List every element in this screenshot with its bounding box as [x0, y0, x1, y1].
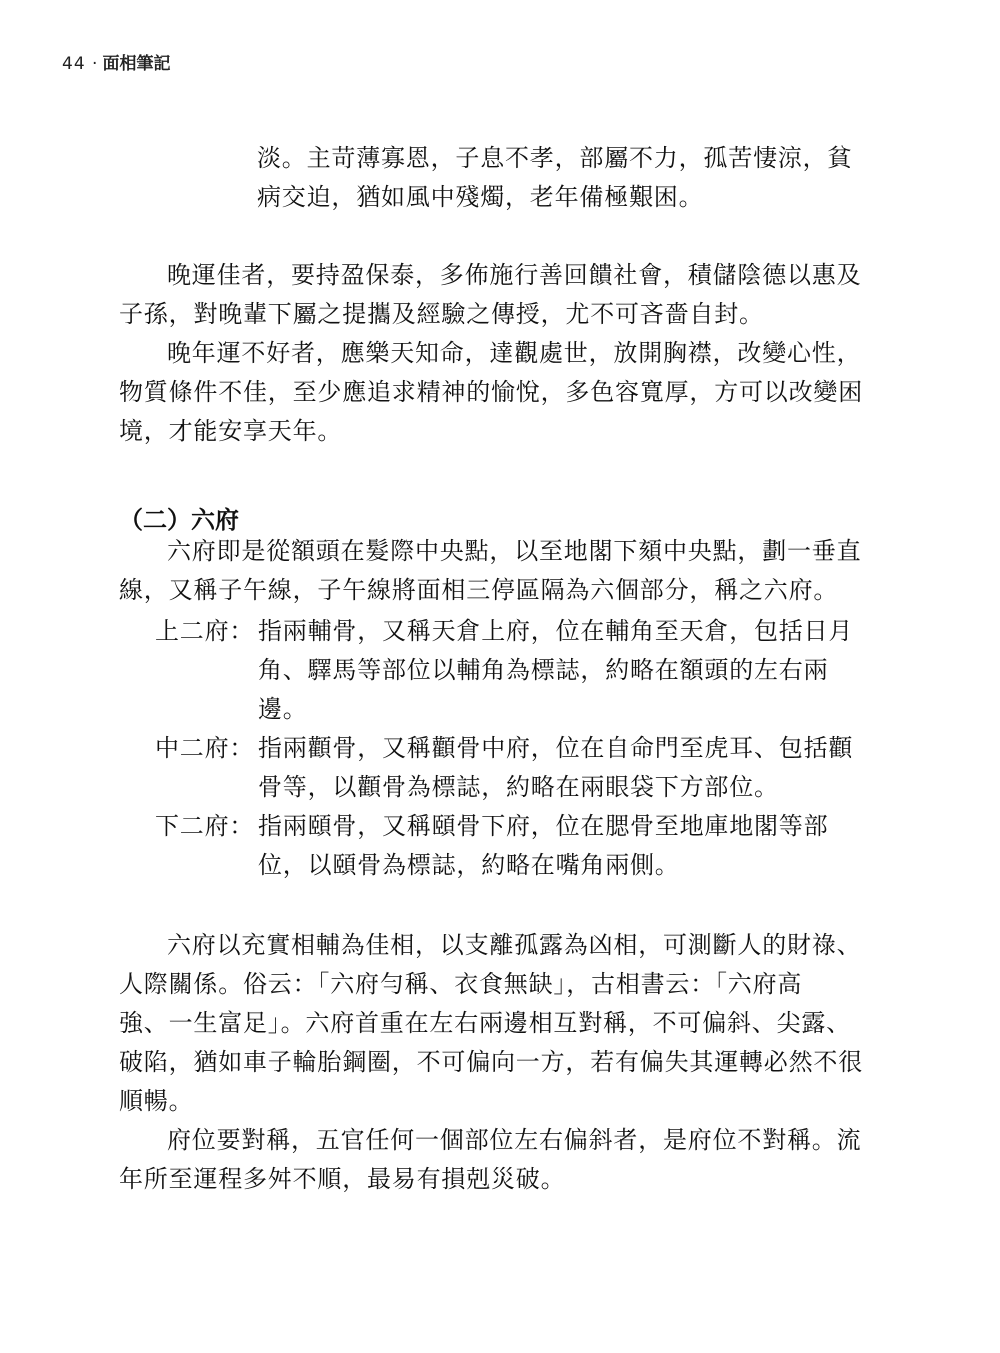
text-line: 晚年運不好者，應樂天知命，達觀處世，放開胸襟，改變心性， — [167, 339, 862, 367]
symmetry-paragraph — [119, 926, 863, 1121]
text-line: 病交迫，猶如風中殘燭，老年備極艱困。 — [257, 183, 704, 211]
book-title: 面相筆記 — [102, 54, 171, 74]
text-line: 順暢。 — [119, 1087, 194, 1115]
page-number: 44 · — [62, 54, 99, 74]
text-line: 指兩輔骨，又稱天倉上府，位在輔角至天倉，包括日月 — [258, 617, 854, 645]
text-line: 府位要對稱，五官任何一個部位左右偏斜者，是府位不對稱。流 — [167, 1126, 862, 1154]
upper-palace-item — [155, 612, 875, 729]
section-heading: （二）六府 — [119, 506, 239, 534]
late-fortune-bad-paragraph — [119, 334, 863, 451]
text-line: 年所至運程多舛不順，最易有損剋災破。 — [119, 1165, 566, 1193]
text-line: 六府即是從額頭在髮際中央點，以至地閣下頦中央點，劃一垂直 — [167, 537, 862, 565]
text-line: 境，才能安享天年。 — [119, 417, 343, 445]
item-label: 中二府： — [155, 734, 255, 762]
late-fortune-good-paragraph — [119, 256, 861, 334]
text-line: 指兩頤骨，又稱頤骨下府，位在腮骨至地庫地閣等部 — [258, 812, 829, 840]
text-line: 位，以頤骨為標誌，約略在嘴角兩側。 — [258, 851, 680, 879]
item-text — [258, 612, 853, 729]
running-header — [62, 49, 170, 74]
item-text — [258, 807, 828, 885]
text-line: 晚運佳者，要持盈保泰，多佈施行善回饋社會，積儲陰德以惠及 — [167, 261, 862, 289]
text-line: 人際關係。俗云：「六府勻稱、衣食無缺」，古相書云：「六府高 — [119, 970, 803, 998]
text-line: 淡。主苛薄寡恩，子息不孝，部屬不力，孤苦悽涼，貧 — [257, 144, 853, 172]
text-line: 指兩顴骨，又稱顴骨中府，位在自命門至虎耳、包括顴 — [258, 734, 854, 762]
text-line: 角、驛馬等部位以輔角為標誌，約略在額頭的左右兩 — [258, 656, 829, 684]
lower-palace-item — [155, 807, 875, 885]
text-line: 邊。 — [258, 695, 308, 723]
palace-position-paragraph — [119, 1121, 861, 1199]
text-line: 強、一生富足」。六府首重在左右兩邊相互對稱，不可偏斜、尖露、 — [119, 1009, 851, 1037]
text-line: 破陷，猶如車子輪胎鋼圈，不可偏向一方，若有偏失其運轉必然不很 — [119, 1048, 863, 1076]
text-line: 物質條件不佳，至少應追求精神的愉悅，多色容寬厚，方可以改變困 — [119, 378, 863, 406]
top-continuation-paragraph — [257, 139, 852, 217]
item-label: 上二府： — [155, 617, 255, 645]
text-line: 骨等，以顴骨為標誌，約略在兩眼袋下方部位。 — [258, 773, 779, 801]
middle-palace-item — [155, 729, 875, 807]
item-text — [258, 729, 853, 807]
text-line: 子孫，對晚輩下屬之提攜及經驗之傳授，尤不可吝嗇自封。 — [119, 300, 764, 328]
six-palaces-intro-paragraph — [119, 532, 861, 610]
text-line: 六府以充實相輔為佳相，以支離孤露為凶相，可測斷人的財祿、 — [167, 931, 862, 959]
text-line: 線，又稱子午線，子午線將面相三停區隔為六個部分，稱之六府。 — [119, 576, 839, 604]
item-label: 下二府： — [155, 812, 255, 840]
